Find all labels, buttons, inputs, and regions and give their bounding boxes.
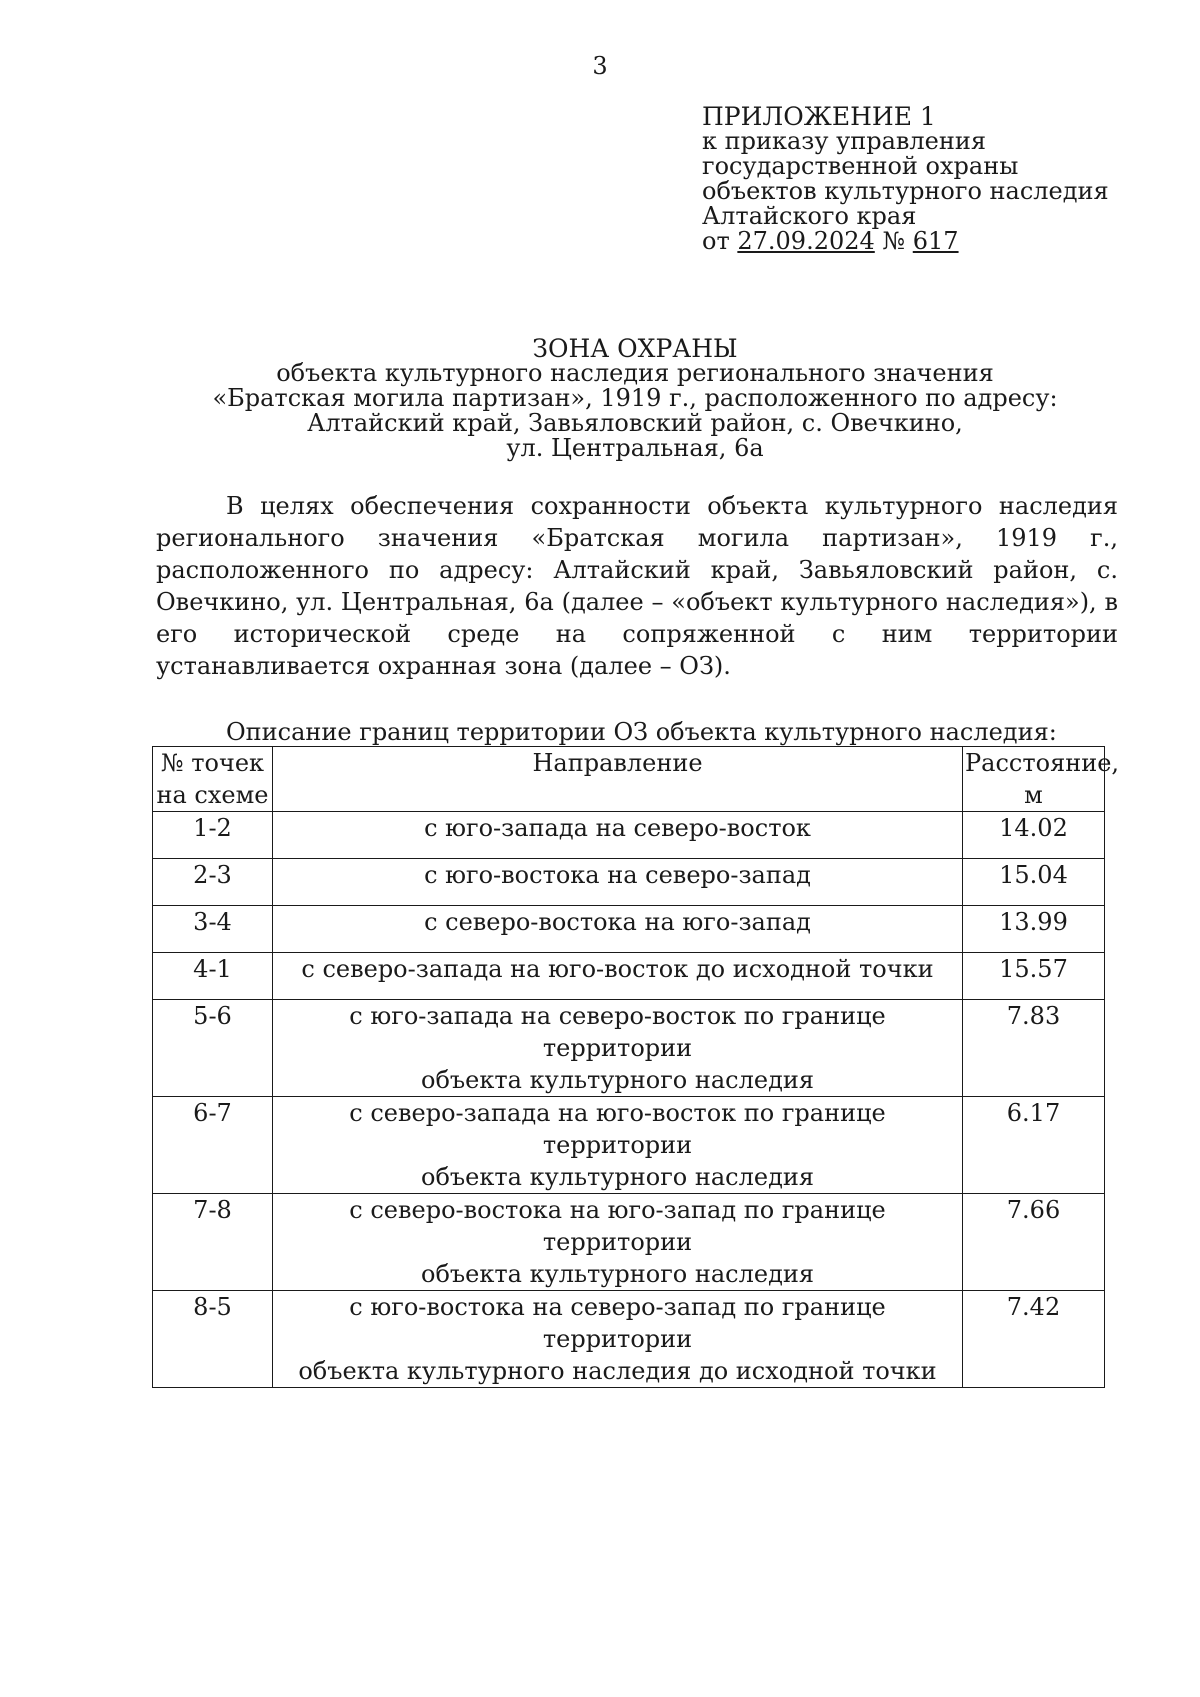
row-direction [273, 859, 963, 906]
table-row [153, 1000, 1105, 1097]
row-distance: 15.57 [963, 953, 1105, 1000]
date-prefix: от [702, 227, 738, 255]
row-direction [273, 1097, 963, 1194]
direction-line: с северо-запада на юго-восток до исходной точки [301, 955, 934, 983]
row-distance: 6.17 [963, 1097, 1105, 1194]
zone-subtitle-line: Алтайский край, Завьяловский район, с. Овечкино, [307, 409, 963, 437]
zone-subtitle-line: объекта культурного наследия регионального значения [276, 359, 994, 387]
appendix-title: ПРИЛОЖЕНИЕ 1 [702, 102, 936, 131]
row-points: 5-6 [153, 1000, 273, 1097]
order-date: 27.09.2024 [737, 227, 875, 255]
direction-line: объекта культурного наследия [421, 1163, 814, 1191]
row-direction [273, 812, 963, 859]
zone-title: ЗОНА ОХРАНЫ [532, 334, 738, 363]
table-caption: Описание границ территории ОЗ объекта культурного наследия: [226, 718, 1057, 746]
intro-paragraph: В целях обеспечения сохранности объекта культурного наследия регионального значения «Братская могила партизан», 1919 г., расположенного по адресу: Алтайский край, Завьяловский район, с. Овечкино, ул. Центральная, 6а (далее – «объект культурного наследия»), в его исторической среде на сопряженной с ним территории устанавливается охранная зона (далее – ОЗ). [156, 492, 1118, 680]
header-distance-line: Расстояние, [965, 749, 1120, 777]
direction-line: объекта культурного наследия [421, 1066, 814, 1094]
row-distance: 14.02 [963, 812, 1105, 859]
number-prefix: № [874, 227, 913, 255]
appendix-date-line [702, 229, 1172, 254]
row-points: 2-3 [153, 859, 273, 906]
row-distance: 7.83 [963, 1000, 1105, 1097]
direction-line: объекта культурного наследия [421, 1260, 814, 1288]
zone-subtitle-line: «Братская могила партизан», 1919 г., расположенного по адресу: [212, 384, 1058, 412]
direction-line: с юго-востока на северо-запад [424, 861, 811, 889]
row-direction [273, 1291, 963, 1388]
appendix-line: государственной охраны [702, 152, 1019, 180]
header-direction: Направление [273, 747, 963, 812]
boundary-table [152, 746, 1120, 1388]
direction-line: с северо-востока на юго-запад по границе территории [349, 1196, 886, 1256]
table-row [153, 1097, 1105, 1194]
appendix-line: к приказу управления [702, 127, 987, 155]
page-number: 3 [592, 52, 608, 80]
direction-line: с юго-востока на северо-запад по границе территории [349, 1293, 886, 1353]
direction-line: с северо-запада на юго-восток по границе территории [349, 1099, 886, 1159]
row-direction [273, 1194, 963, 1291]
header-distance-line: м [1024, 781, 1043, 809]
row-points: 3-4 [153, 906, 273, 953]
row-direction [273, 1000, 963, 1097]
appendix-line: объектов культурного наследия [702, 177, 1109, 205]
direction-line: с юго-запада на северо-восток по границе территории [349, 1002, 886, 1062]
table-row [153, 1291, 1105, 1388]
order-number: 617 [912, 227, 959, 255]
row-distance: 13.99 [963, 906, 1105, 953]
table-row [153, 1194, 1105, 1291]
row-points: 7-8 [153, 1194, 273, 1291]
header-points [153, 747, 273, 812]
row-distance: 7.66 [963, 1194, 1105, 1291]
direction-line: с северо-востока на юго-запад [424, 908, 811, 936]
row-direction [273, 953, 963, 1000]
appendix-line: Алтайского края [702, 202, 917, 230]
table-row [153, 906, 1105, 953]
appendix-header [702, 104, 1172, 254]
header-points-line: на схеме [156, 781, 269, 809]
row-distance: 15.04 [963, 859, 1105, 906]
direction-line: с юго-запада на северо-восток [424, 814, 811, 842]
direction-line: объекта культурного наследия до исходной точки [298, 1357, 937, 1385]
row-points: 6-7 [153, 1097, 273, 1194]
zone-subtitle-line: ул. Центральная, 6а [506, 434, 764, 462]
zone-heading [150, 336, 1120, 461]
row-points: 4-1 [153, 953, 273, 1000]
header-points-line: № точек [160, 749, 265, 777]
row-points: 1-2 [153, 812, 273, 859]
row-direction [273, 906, 963, 953]
table-row [153, 953, 1105, 1000]
table-header-row [153, 747, 1105, 812]
header-distance [963, 747, 1120, 812]
table-row [153, 812, 1105, 859]
row-distance: 7.42 [963, 1291, 1105, 1388]
table-row [153, 859, 1105, 906]
row-points: 8-5 [153, 1291, 273, 1388]
